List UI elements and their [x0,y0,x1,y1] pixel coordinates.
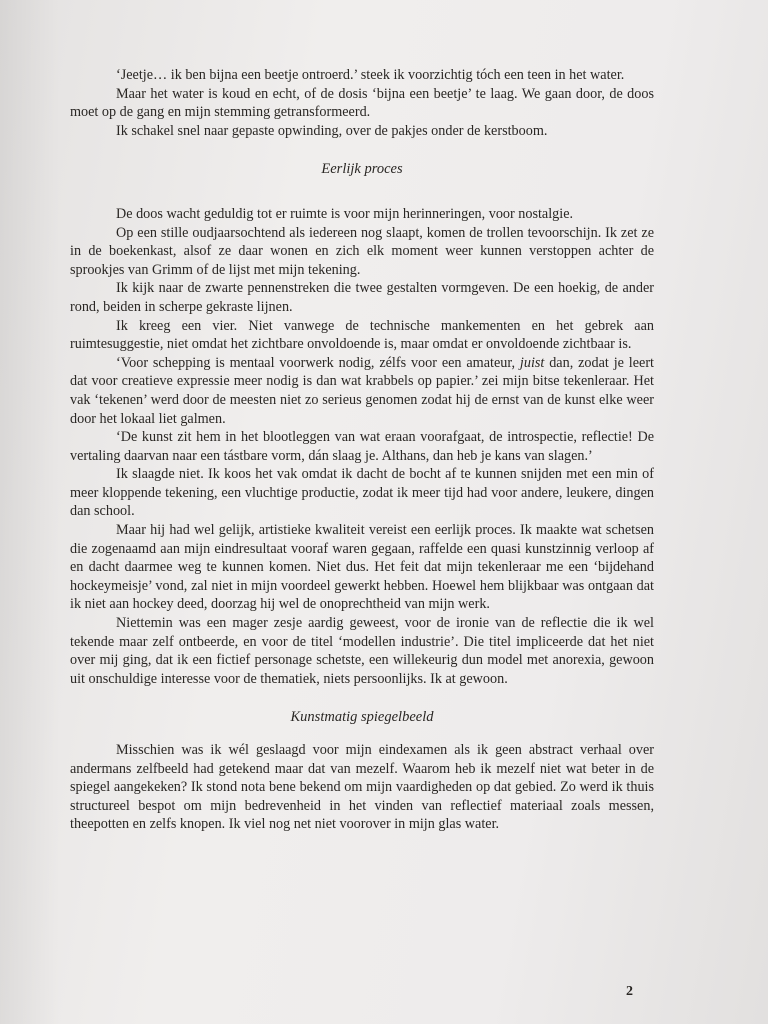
quote-text-start: ‘Voor schepping is mentaal voorwerk nodig, zélfs voor een amateur, [116,354,520,371]
quote-paragraph [70,354,654,428]
emphasis-word: juist [519,354,545,371]
paragraph: Niettemin was een mager zesje aardig geweest, voor de ironie van de reflectie die ik wel tekende maar zelf ontbeerde, en voor de titel ‘modellen industrie’. Die titel impliceerde dat het niet over mij ging, dat ik een fictief personage schetste, een willekeurig dun model met anorexia, gewoon uit onschuldige interesse voor de thematiek, niets persoonlijks. Ik at gewoon. [70,615,654,687]
paragraph: Ik slaagde niet. Ik koos het vak omdat ik dacht de bocht af te kunnen snijden met een min of meer kloppende tekening, een vluchtige productie, zodat ik meer tijd had voor andere, leukere, dingen dan school. [70,466,654,520]
page-body [70,66,654,834]
paragraph: ‘De kunst zit hem in het blootleggen van wat eraan voorafgaat, de introspectie, reflectie! De vertaling daarvan naar een tástbare vorm, dán slaag je. Althans, dan heb je kans van slagen.’ [70,429,654,464]
page-shadow [0,0,60,1024]
paragraph: Ik kijk naar de zwarte pennenstreken die twee gestalten vormgeven. De een hoekig, de ander rond, beiden in scherpe gekraste lijnen. [70,280,654,315]
quote-text-end: dan, zodat je leert dat voor creatieve expressie meer nodig is dan wat krabbels op papier.’ zei mijn bitse tekenleraar. Het vak ‘tekenen’ werd door de meesten niet zo serieus genomen zodat hij de ernst van de kunst elke weer door het lokaal liet galmen. [70,354,654,427]
paragraph: Misschien was ik wél geslaagd voor mijn eindexamen als ik geen abstract verhaal over andermans zelfbeeld had getekend maar dat van mezelf. Waarom heb ik mezelf niet wat beter in de spiegel aangekeken? Ik stond nota bene bekend om mijn vaardigheden op dat gebied. Zo werd ik thuis structureel bespot om mijn bedrevenheid in het vinden van reflectief materiaal zoals messen, theepotten en zelfs knopen. Ik viel nog net niet voorover in mijn glas water. [70,742,654,833]
paragraph: Op een stille oudjaarsochtend als iedereen nog slaapt, komen de trollen tevoorschijn. Ik zet ze in de boekenkast, alsof ze daar wonen en zich elk moment weer kunnen verstoppen achter de sprookjes van Grimm of de lijst met mijn tekening. [70,224,654,278]
section-heading: Kunstmatig spiegelbeeld [290,709,434,726]
page-number: 2 [626,984,633,999]
paragraph: Ik kreeg een vier. Niet vanwege de technische mankementen en het gebrek aan ruimtesuggestie, niet omdat het zichtbare onvoldoende is, maar omdat er onvoldoende zichtbaar is. [70,317,654,353]
paragraph: Maar hij had wel gelijk, artistieke kwaliteit vereist een eerlijk proces. Ik maakte wat schetsen die zogenaamd aan mijn eindresultaat vooraf waren gegaan, raffelde een quasi kunstzinnig verloop af en dacht daarmee weg te kunnen komen. Niet dus. Het feit dat mijn tekenleraar me een ‘bijdehand hockeymeisje’ vond, zal niet in mijn voordeel gewerkt hebben. Hoewel hem blijkbaar was ontgaan dat ik niet aan hockey deed, doorzag hij wel de onoprechtheid van mijn werk. [70,522,654,613]
paragraph: De doos wacht geduldig tot er ruimte is voor mijn herinneringen, voor nostalgie. [116,205,574,222]
paragraph: ‘Jeetje… ik ben bijna een beetje ontroerd.’ steek ik voorzichtig tóch een teen in het water. [116,67,625,83]
section-heading: Eerlijk proces [321,161,403,178]
paragraph: Maar het water is koud en echt, of de dosis ‘bijna een beetje’ te laag. We gaan door, de doos moet op de gang en mijn stemming getransformeerd. [70,85,654,121]
paragraph: Ik schakel snel naar gepaste opwinding, over de pakjes onder de kerstboom. [116,122,548,139]
